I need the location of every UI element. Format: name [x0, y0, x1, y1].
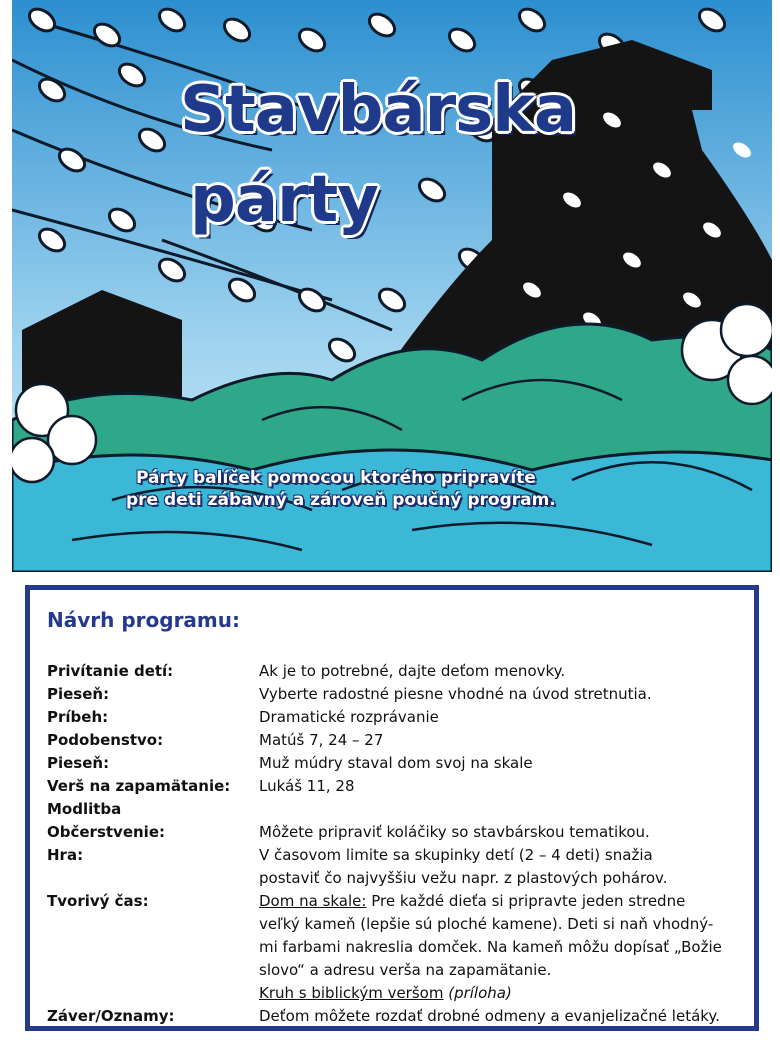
row-value-line: slovo“ a adresu verša na zapamätanie.	[259, 961, 552, 979]
program-row	[47, 1005, 747, 1028]
cover-illustration	[12, 0, 772, 572]
program-row	[47, 683, 747, 706]
row-value: Muž múdry staval dom svoj na skale	[259, 754, 533, 772]
row-value: Matúš 7, 24 – 27	[259, 731, 384, 749]
row-label: Pieseň:	[47, 754, 110, 772]
row-value-line: veľký kameň (lepšie sú ploché kamene). Deti si naň vhodný-	[259, 915, 714, 933]
row-value-line: postaviť čo najvyššiu vežu napr. z plastových pohárov.	[259, 869, 668, 887]
row-value-line	[259, 890, 747, 913]
row-value-line: mi farbami nakreslia domček. Na kameň môžu dopísať „Božie	[259, 938, 722, 956]
row-value: Môžete pripraviť koláčiky so stavbárskou tematikou.	[259, 823, 650, 841]
program-row	[47, 821, 747, 844]
row-label: Podobenstvo:	[47, 731, 164, 749]
program-row	[47, 844, 747, 890]
row-label: Modlitba	[47, 800, 122, 818]
row-label: Záver/Oznamy:	[47, 1007, 175, 1025]
row-value	[259, 890, 747, 1005]
row-value	[259, 798, 747, 821]
row-label: Príbeh:	[47, 708, 109, 726]
row-value-line: V časovom limite sa skupinky detí (2 – 4 deti) snažia	[259, 846, 653, 864]
row-value: Lukáš 11, 28	[259, 777, 355, 795]
program-box	[25, 585, 759, 1031]
cover-subtitle-line1: Párty balíček pomocou ktorého pripravíte	[136, 468, 536, 488]
row-value: Dramatické rozprávanie	[259, 708, 439, 726]
row-value: Deťom môžete rozdať drobné odmeny a evanjelizačné letáky.	[259, 1007, 720, 1025]
program-heading: Návrh programu:	[47, 608, 241, 632]
program-row	[47, 706, 747, 729]
row-label: Tvorivý čas:	[47, 892, 149, 910]
row-label: Občerstvenie:	[47, 823, 165, 841]
row-label: Hra:	[47, 846, 84, 864]
program-row	[47, 752, 747, 775]
row-value-text: Pre každé dieťa si pripravte jeden stredne	[366, 892, 686, 910]
attachment-note: (príloha)	[443, 984, 512, 1002]
row-label: Pieseň:	[47, 685, 110, 703]
row-value	[259, 844, 747, 890]
cover-title-line2: párty	[190, 163, 378, 237]
row-label: Privítanie detí:	[47, 662, 174, 680]
program-rows	[47, 660, 747, 1028]
row-value-line	[259, 982, 747, 1005]
program-row	[47, 775, 747, 798]
row-value: Vyberte radostné piesne vhodné na úvod stretnutia.	[259, 685, 652, 703]
cover-subtitle-line2: pre deti zábavný a zároveň poučný program.	[126, 490, 556, 510]
dom-na-skale-link[interactable]: Dom na skale:	[259, 892, 367, 910]
program-row	[47, 729, 747, 752]
kruh-link[interactable]: Kruh s biblickým veršom	[259, 984, 444, 1002]
row-label: Verš na zapamätanie:	[47, 777, 231, 795]
cover-title-line1: Stavbárska	[180, 73, 576, 147]
program-row	[47, 890, 747, 1005]
row-value: Ak je to potrebné, dajte deťom menovky.	[259, 662, 566, 680]
program-row	[47, 660, 747, 683]
program-row	[47, 798, 747, 821]
